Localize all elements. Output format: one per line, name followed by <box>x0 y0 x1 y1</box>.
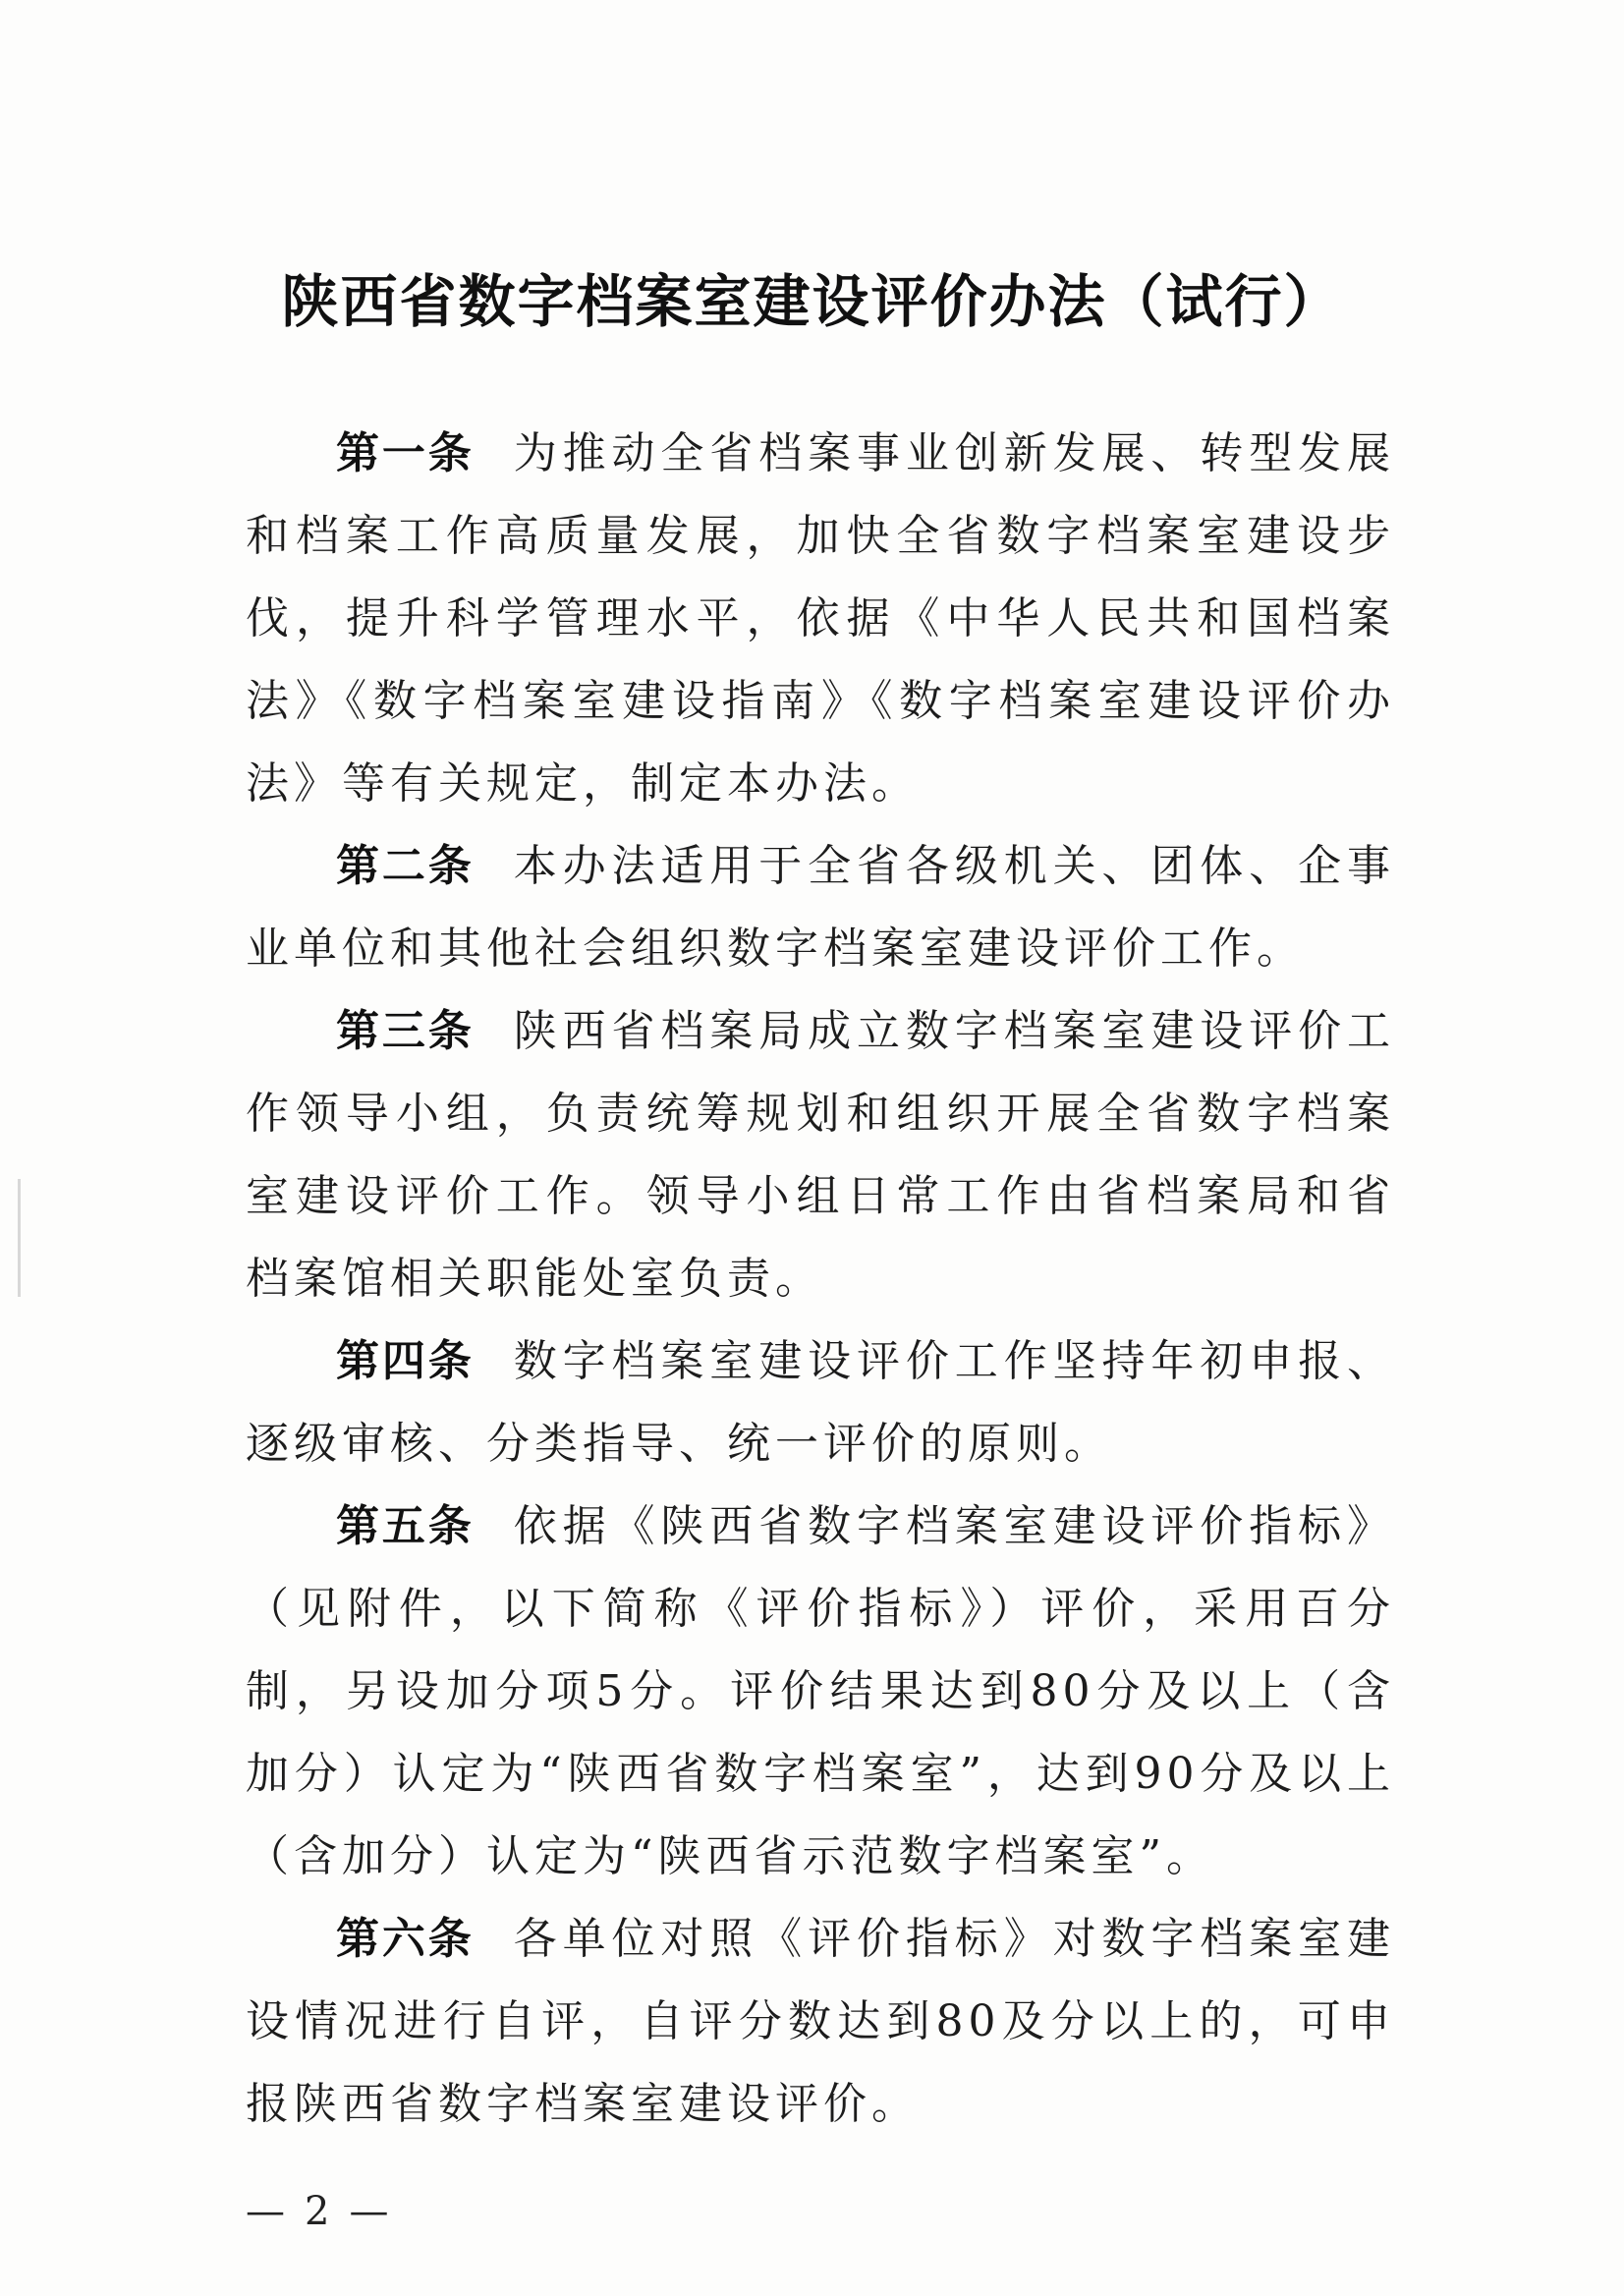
page-footer <box>246 2189 394 2234</box>
article-6-text: 各单位对照《评价指标》对数字档案室建设情况进行自评，自评分数达到80及分以上的，可申报陕西省数字档案室建设评价。 <box>246 1914 1396 2129</box>
article-5-heading: 第五条 <box>336 1501 475 1551</box>
article-5-text: 依据《陕西省数字档案室建设评价指标》（见附件，以下简称《评价指标》）评价，采用百分制，另设加分项5分。评价结果达到80分及以上（含加分）认定为“陕西省数字档案室”，达到90分及以上（含加分）认定为“陕西省示范数字档案室”。 <box>246 1501 1396 1881</box>
article-2 <box>246 825 1395 990</box>
scan-edge-mark <box>18 1179 21 1297</box>
article-2-heading: 第二条 <box>336 841 475 891</box>
document-body <box>246 413 1395 2146</box>
article-3 <box>246 990 1395 1320</box>
article-1-heading: 第一条 <box>336 428 475 478</box>
article-6-heading: 第六条 <box>336 1914 475 1964</box>
article-4-text: 数字档案室建设评价工作坚持年初申报、逐级审核、分类指导、统一评价的原则。 <box>246 1336 1396 1469</box>
article-2-text: 本办法适用于全省各级机关、团体、企事业单位和其他社会组织数字档案室建设评价工作。 <box>246 841 1396 974</box>
article-5 <box>246 1485 1395 1898</box>
article-6 <box>246 1898 1395 2146</box>
article-4-heading: 第四条 <box>336 1336 475 1386</box>
article-1-text: 为推动全省档案事业创新发展、转型发展和档案工作高质量发展，加快全省数字档案室建设步伐，提升科学管理水平，依据《中华人民共和国档案法》《数字档案室建设指南》《数字档案室建设评价办法》等有关规定，制定本办法。 <box>246 428 1396 809</box>
article-1 <box>246 413 1395 825</box>
article-3-text: 陕西省档案局成立数字档案室建设评价工作领导小组，负责统筹规划和组织开展全省数字档案室建设评价工作。领导小组日常工作由省档案局和省档案馆相关职能处室负责。 <box>246 1006 1396 1304</box>
article-3-heading: 第三条 <box>336 1006 475 1056</box>
page-dash-right: — <box>349 2189 395 2234</box>
page-number: 2 <box>305 2189 336 2234</box>
article-4 <box>246 1320 1395 1485</box>
document-title: 陕西省数字档案室建设评价办法（试行） <box>281 267 1343 335</box>
page-dash-left: — <box>246 2189 291 2234</box>
